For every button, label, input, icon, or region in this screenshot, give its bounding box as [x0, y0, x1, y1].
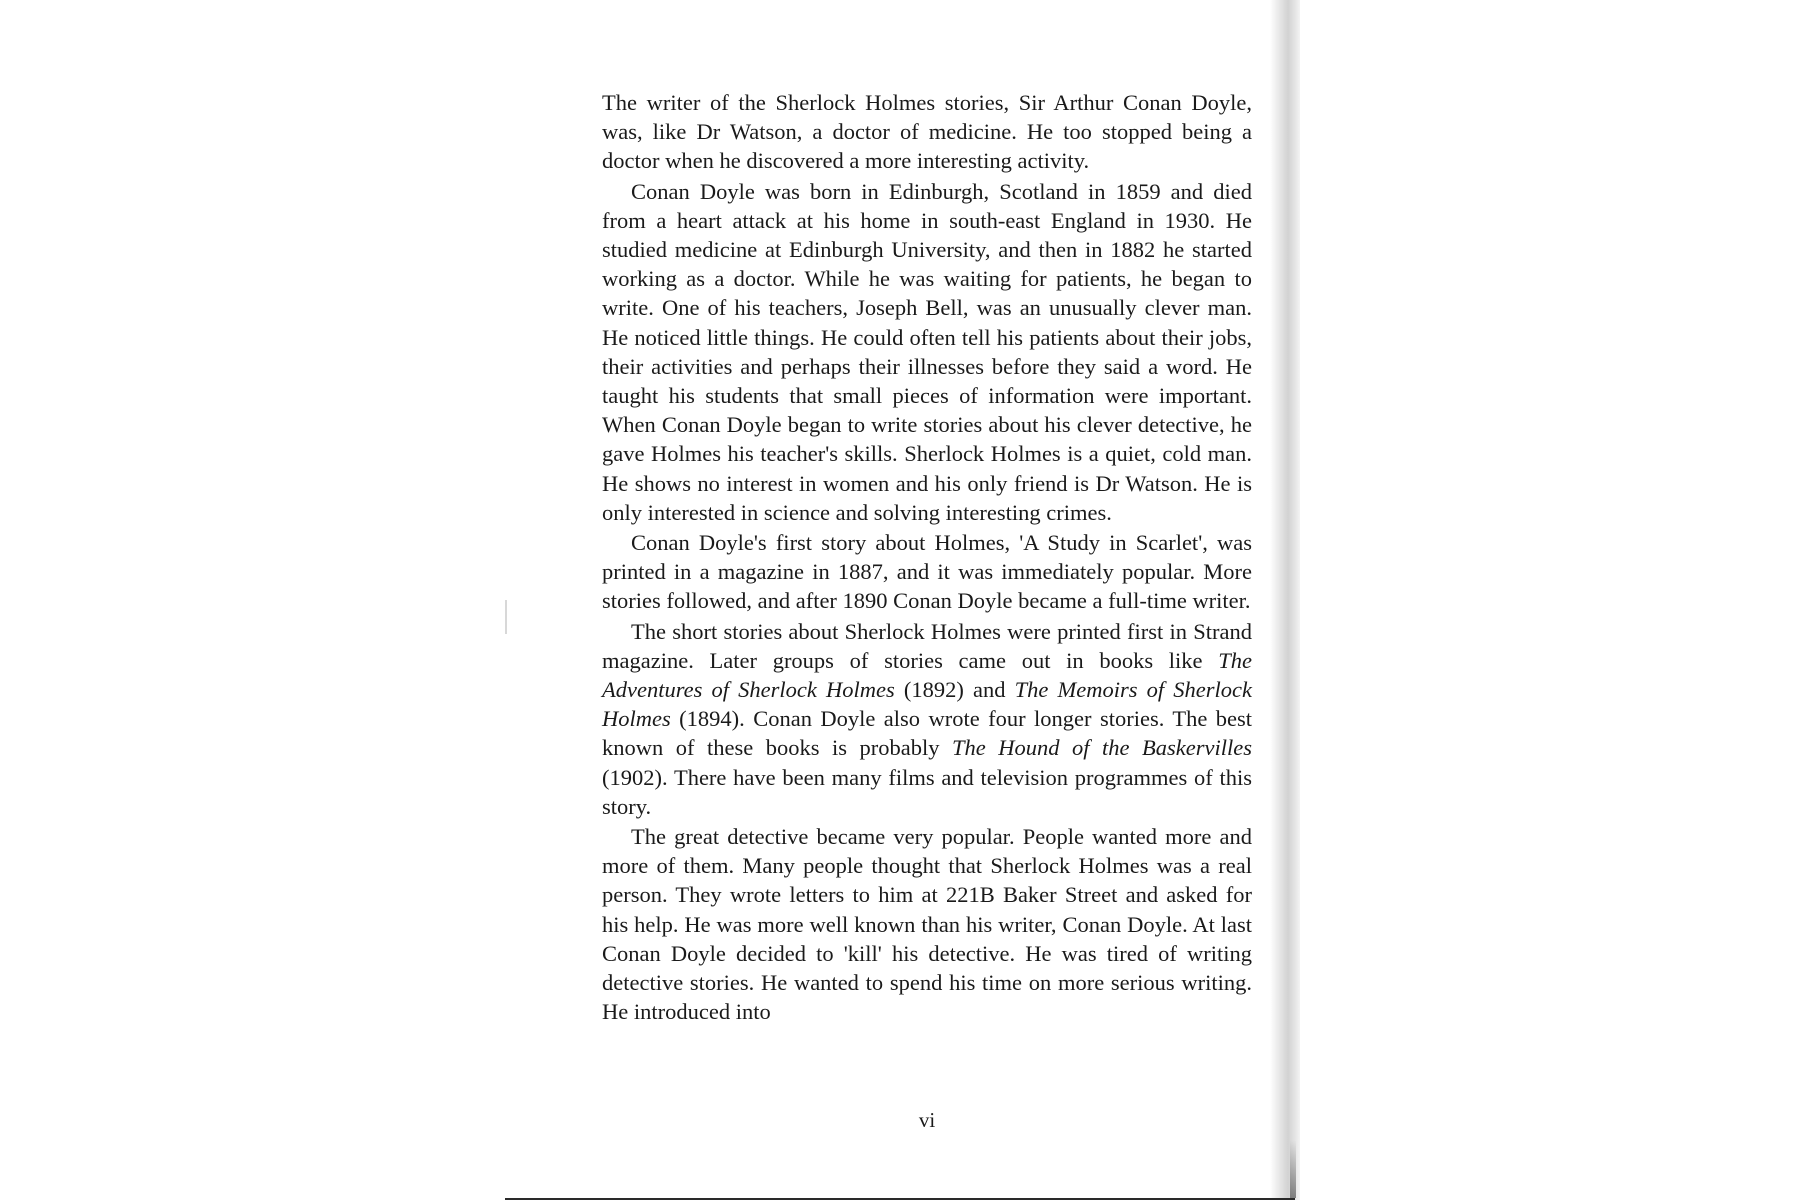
page-edge-mark: [505, 600, 507, 634]
paragraph-2: Conan Doyle was born in Edinburgh, Scotland in 1859 and died from a heart attack at his home in south-east England in 1930. He studied medicine at Edinburgh University, and then in 1882 he started working as a doctor. While he was waiting for patients, he began to write. One of his teachers, Joseph Bell, was an unusually clever man. He noticed little things. He could often tell his patients about their jobs, their activities and perhaps their illnesses before they said a word. He taught his students that small pieces of information were important. When Conan Doyle began to write stories about his clever detective, he gave Holmes his teacher's skills. Sherlock Holmes is a quiet, cold man. He shows no interest in women and his only friend is Dr Watson. He is only interested in science and solving interesting crimes.: [602, 178, 1252, 525]
paragraph-5: The great detective became very popular. People wanted more and more of them. Many people thought that Sherlock Holmes was a real person. They wrote letters to him at 221B Baker Street and asked for his help. He was more well known than his writer, Conan Doyle. At last Conan Doyle decided to 'kill' his detective. He was tired of writing detective stories. He wanted to spend his time on more serious writing. He introduced into: [602, 824, 1252, 1025]
paragraph-1: The writer of the Sherlock Holmes stories, Sir Arthur Conan Doyle, was, like Dr Watson, a doctor of medicine. He too stopped being a doctor when he discovered a more interesting activity.: [602, 90, 1252, 174]
book-title-memoirs: The Memoirs of Sherlock Holmes: [602, 677, 1252, 732]
paragraph-4: [602, 617, 1252, 821]
paragraph-4-text-2: (1892) and: [894, 677, 1015, 703]
body-text: [602, 88, 1252, 1028]
paragraph-3: Conan Doyle's first story about Holmes, 'A Study in Scarlet', was printed in a magazine in 1887, and it was immediately popular. More stories followed, and after 1890 Conan Doyle became a full-time writer.: [602, 530, 1252, 614]
book-binding-edge: [1290, 1140, 1296, 1198]
book-title-hound: The Hound of the Baskervilles: [952, 735, 1252, 761]
paragraph-4-text-4: (1902). There have been many films and television programmes of this story.: [602, 764, 1252, 819]
paragraph-4-text-1: The short stories about Sherlock Holmes were printed first in Strand magazine. Later groups of stories came out in books like: [602, 618, 1252, 673]
book-binding-shadow: [1270, 0, 1300, 1200]
page-number: vi: [918, 1108, 936, 1132]
paragraph-4-text-3: (1894). Conan Doyle also wrote four longer stories. The best known of these books is probably: [602, 706, 1252, 761]
book-title-adventures: The Adventures of Sherlock Holmes: [602, 647, 1252, 703]
